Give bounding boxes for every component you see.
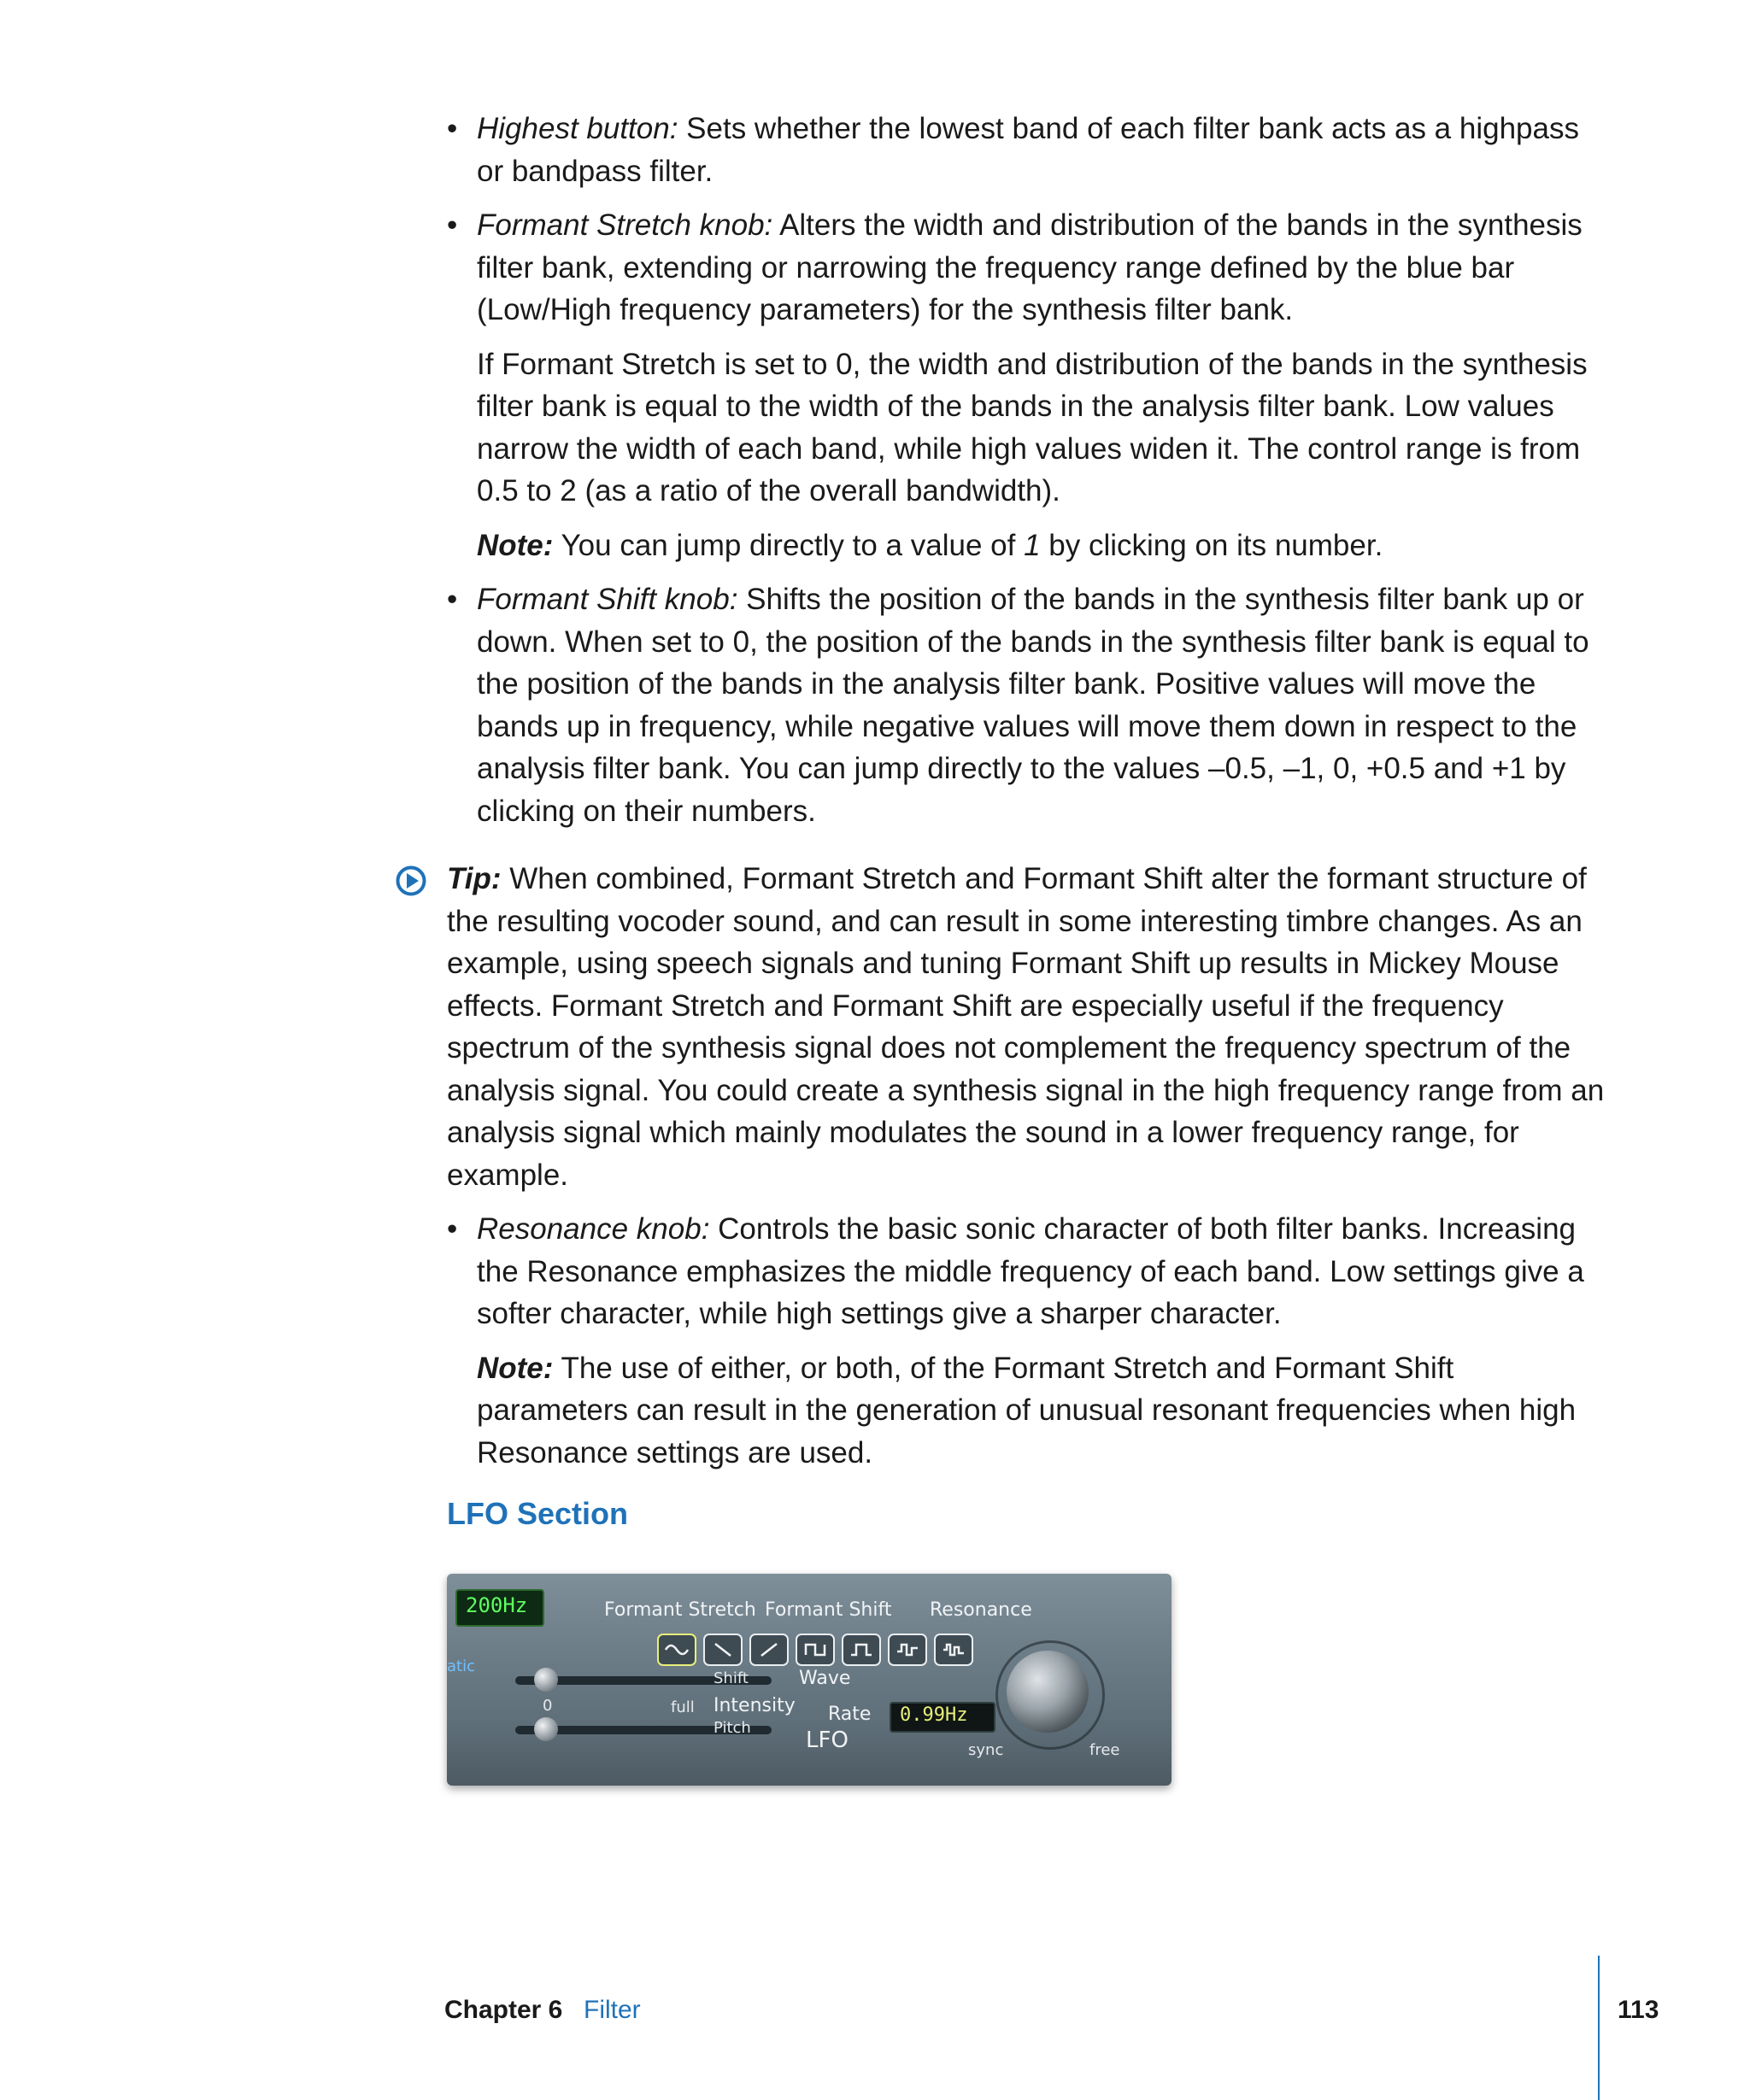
wave-step-button[interactable] xyxy=(888,1634,927,1666)
saw-down-wave-icon xyxy=(710,1641,736,1658)
note-jump-value xyxy=(447,525,1611,567)
note-text-after: by clicking on its number. xyxy=(1048,528,1383,562)
note-value: 1 xyxy=(1024,528,1041,562)
note-label: Note: xyxy=(477,1351,554,1385)
pitch-label: Pitch xyxy=(714,1719,751,1737)
bullet-dot: • xyxy=(447,112,458,145)
footer-chapter: Chapter 6 xyxy=(444,1996,563,2024)
lfo-label: LFO xyxy=(806,1728,849,1753)
tip-arrow-icon xyxy=(396,865,426,896)
bullet-formant-stretch xyxy=(447,204,1611,331)
stretch-paragraph: If Formant Stretch is set to 0, the width and distribution of the bands in the synthesis filter bank is equal to the width of the bands in the analysis filter bank. Low values narrow the width of each band, while high values widen it. The control range is from 0.5 to 2 (as a ratio of the overall bandwidth). xyxy=(477,347,1588,507)
wave-pulse-button[interactable] xyxy=(842,1634,881,1666)
bullet-text: Shifts the position of the bands in the synthesis filter bank up or down. When set to 0, the position of the bands in the synthesis filter bank is equal to the position of the bands in the analysis filter bank. Positive values will move the bands up in frequency, while negative values will move them down in respect to the analysis filter bank. You can jump directly to the values –0.5, –1, 0, +0.5 and +1 by clicking on their numbers. xyxy=(477,583,1589,828)
step-wave-icon xyxy=(895,1641,920,1658)
tip-text: When combined, Formant Stretch and Formant Shift alter the formant structure of the resulting vocoder sound, and can result in some interesting timbre changes. As an example, using speech signals and tuning Formant Shift up results in Mickey Mouse effects. Formant Stretch and Formant Shift are especially useful if the frequency spectrum of the synthesis signal does not complement the frequency spectrum of the analysis signal. You could create a synthesis signal in the high frequency range from an analysis signal which mainly modulates the sound in a lower frequency range, for example. xyxy=(447,862,1605,1192)
lfo-rate-display xyxy=(890,1702,995,1733)
saw-up-wave-icon xyxy=(756,1641,782,1658)
section-heading-lfo: LFO Section xyxy=(447,1496,629,1531)
page-number: 113 xyxy=(1618,1996,1659,2024)
page-content xyxy=(447,108,1611,1535)
bullet-term: Resonance knob: xyxy=(477,1212,710,1246)
frequency-display-value: 200Hz xyxy=(466,1593,528,1617)
wave-sine-button[interactable] xyxy=(657,1634,696,1666)
formant-shift-label: Formant Shift xyxy=(765,1599,892,1621)
note-label: Note: xyxy=(477,528,554,562)
sync-label: sync xyxy=(968,1741,1004,1759)
sine-wave-icon xyxy=(664,1641,690,1658)
mode-label-fragment: atic xyxy=(447,1657,475,1675)
lfo-rate-knob[interactable] xyxy=(1007,1651,1089,1733)
bullet-dot: • xyxy=(447,208,458,242)
bullet-dot: • xyxy=(447,1212,458,1246)
bullet-highest-button xyxy=(447,108,1611,192)
lfo-rate-value: 0.99Hz xyxy=(900,1704,968,1726)
lfo-section-screenshot xyxy=(447,1574,1172,1786)
bullet-text: Sets whether the lowest band of each filter bank acts as a highpass or bandpass filter. xyxy=(477,112,1579,188)
shift-label: Shift xyxy=(714,1669,749,1687)
note-resonance xyxy=(447,1347,1611,1475)
random-wave-icon xyxy=(941,1641,966,1658)
lfo-wave-buttons xyxy=(657,1634,973,1666)
bullet-term: Formant Stretch knob: xyxy=(477,208,773,242)
bullet-formant-shift xyxy=(447,578,1611,832)
lfo-shift-slider-thumb[interactable] xyxy=(534,1668,558,1692)
bullet-term: Formant Shift knob: xyxy=(477,583,738,616)
wave-saw-down-button[interactable] xyxy=(703,1634,743,1666)
free-label: free xyxy=(1089,1741,1120,1759)
rate-label: Rate xyxy=(828,1704,872,1725)
bullet-text: Controls the basic sonic character of both filter banks. Increasing the Resonance emphasizes the middle frequency of each band. Low settings give a softer character, while high settings give a sharper character. xyxy=(477,1212,1584,1330)
bullet-text: Alters the width and distribution of the bands in the synthesis filter bank, extending or narrowing the frequency range defined by the blue bar (Low/High frequency parameters) for the synthesis filter bank. xyxy=(477,208,1583,326)
footer-divider xyxy=(1598,1956,1600,2100)
note-text: The use of either, or both, of the Formant Stretch and Formant Shift parameters can result in the generation of unusual resonant frequencies when high Resonance settings are used. xyxy=(477,1351,1577,1469)
wave-label: Wave xyxy=(799,1668,851,1689)
bullet-resonance xyxy=(447,1208,1611,1335)
tip-label: Tip: xyxy=(447,862,502,895)
frequency-display xyxy=(455,1589,544,1627)
bullet-term: Highest button: xyxy=(477,112,678,145)
square-wave-icon xyxy=(802,1641,828,1658)
resonance-label: Resonance xyxy=(930,1599,1032,1621)
intensity-label: Intensity xyxy=(714,1695,796,1716)
bullet-dot: • xyxy=(447,583,458,616)
footer-chapter-title: Filter xyxy=(584,1996,641,2024)
pulse-wave-icon xyxy=(849,1641,874,1658)
wave-square-button[interactable] xyxy=(796,1634,835,1666)
intensity-zero-label: 0 xyxy=(543,1697,553,1715)
note-text-before: You can jump directly to a value of xyxy=(561,528,1016,562)
tip-paragraph xyxy=(447,858,1611,1196)
lfo-pitch-slider-thumb[interactable] xyxy=(534,1717,558,1741)
formant-stretch-label: Formant Stretch xyxy=(604,1599,756,1621)
intensity-full-label: full xyxy=(671,1698,695,1716)
wave-random-button[interactable] xyxy=(934,1634,973,1666)
wave-saw-up-button[interactable] xyxy=(749,1634,789,1666)
